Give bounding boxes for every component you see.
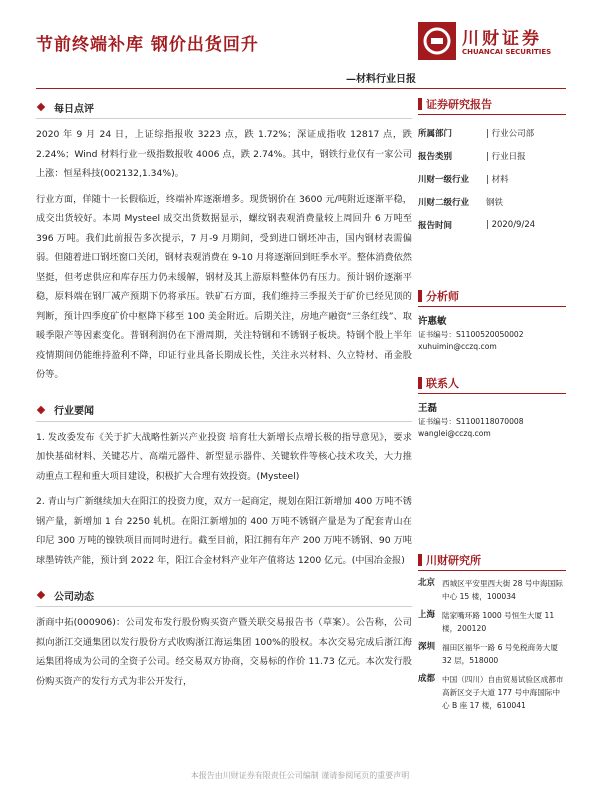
sidebar-heading-label: 川财研究所 (426, 554, 481, 567)
sidebar-heading-contact (418, 373, 566, 394)
logo-chinese-name: 川财证券 (462, 29, 542, 49)
sidebar (418, 94, 566, 718)
contact-email[interactable]: wanglei@cczq.com (418, 429, 491, 438)
office-address: 中国（四川）自由贸易试验区成都市高新区交子大道 177 号中海国际中心 B 座 17 楼，610041 (442, 675, 564, 710)
heading-bar-icon (418, 554, 422, 566)
main-column (36, 96, 412, 697)
info-key: 川财一级行业 (418, 174, 470, 185)
sidebar-heading-label: 分析师 (426, 290, 459, 303)
diamond-bullet-icon (37, 103, 45, 111)
daily-paragraph-1: 2020 年 9 月 24 日，上证综指报收 3223 点，跌 1.72%；深证成指收 12817 点，跌 2.24%；Wind 材料行业一级指数报收 4006 点，跌 2.74%。其中，钢铁行业仅有一家公司上涨：恒星科技(002132,1.34%)。 (36, 129, 412, 179)
info-key: 川财二级行业 (418, 197, 470, 208)
office-city: 北京 (418, 578, 436, 588)
diamond-bullet-icon (37, 591, 45, 599)
info-value: | 材料 (486, 174, 509, 185)
company-logo (418, 22, 568, 66)
office-entry (418, 609, 566, 635)
section-heading-label: 行业要闻 (54, 406, 94, 417)
info-row (418, 167, 566, 190)
contact-cert: 证书编号：S1100118070008 (418, 417, 524, 426)
daily-paragraph-2: 行业方面，佯随十一长假临近，终端补库逐渐增多。现货钢价在 3600 元/吨附近逐渐平稳，成交出货较好。本周 Mysteel 成交出货数据显示，螺纹钢表观消费量较上周回升 6 万吨至 396 万吨。我们此前报告多次提示，7 月-9 月期间，受到进口钢坯冲击，国内钢材表需偏弱。但随着进口钢坯窗口关闭，钢材表观消费在 9-10 月将逐渐回到旺季水平。整体消费依然坚挺，但考虑供应和库存压力仍未缓解，钢材及其上游原料整体仍有压力。预计钢价逐渐平稳，原料端在钢厂减产预期下仍将承压。铁矿石方面，我们维持三季报关于矿价已经见顶的判断，预计四季度矿价中枢降下移至 100 美金附近。后期关注，房地产融资“三条红线”、取暖季限产等因素变化。普钢利润仍在下滑周期，关注特钢和不锈钢子板块。特钢个股上半年疫情期间仍能维持盈利不降，印证行业具备长期成长性，关注永兴材料、久立特材、甬金股份等。 (36, 193, 412, 380)
section-heading-news (36, 399, 412, 421)
sidebar-heading-analyst (418, 286, 566, 307)
info-key: 所属部门 (418, 128, 453, 139)
section-heading-daily (36, 96, 412, 118)
office-address: 福田区福华一路 6 号免税商务大厦 32 层，518000 (442, 643, 558, 665)
sidebar-heading-label: 证券研究报告 (426, 98, 492, 111)
header-divider (36, 88, 566, 89)
footer-disclaimer: 本报告由川财证券有限责任公司编制 谨请参阅尾页的重要声明 (190, 771, 410, 780)
info-value: | 2020/9/24 (486, 219, 536, 230)
office-entry (418, 577, 566, 603)
heading-bar-icon (418, 98, 422, 110)
info-key: 报告时间 (418, 220, 453, 231)
news-paragraph-1: 1. 发改委发布《关于扩大战略性新兴产业投资 培育壮大新增长点增长极的指导意见》，要求加快基础材料、关键芯片、高端元器件、新型显示器件、关键软件等核心技术攻关，大力推动重点工程和重大项目建设，积极扩大合理有效投资。(Mysteel) (36, 431, 412, 482)
office-entry (418, 641, 566, 667)
sidebar-heading-offices (418, 550, 566, 571)
info-row (418, 144, 566, 167)
office-entry (418, 673, 566, 712)
info-row (418, 121, 566, 144)
analyst-cert: 证书编号：S1100520050002 (418, 330, 524, 339)
news-paragraph-2: 2. 青山与广新继续加大在阳江的投资力度，双方一起商定，规划在阳江新增加 400 万吨不锈钢产量，新增加 1 台 2250 轧机。在阳江新增加的 400 万吨不锈钢产量是为了配套青山在印尼 300 万吨的镍铁项目而同时进行。截至目前，阳江拥有年产 200 万吨不锈钢、90 万吨球墨铸铁产能，预计到 2022 年，阳江合金材料产业年产值将达 1200 亿元。(中国冶金报) (36, 496, 412, 566)
info-key: 报告类别 (418, 151, 453, 162)
heading-bar-icon (418, 290, 422, 302)
office-address: 陆家嘴环路 1000 号恒生大厦 11 楼，200120 (442, 611, 555, 633)
info-row (418, 190, 566, 213)
section-divider (36, 118, 412, 119)
info-value: | 行业日报 (486, 151, 526, 162)
analyst-email[interactable]: xuhuimin@cczq.com (418, 342, 497, 351)
section-heading-label: 公司动态 (54, 591, 94, 603)
report-subtitle: —材料行业日报 (346, 74, 416, 85)
diamond-bullet-icon (37, 405, 45, 413)
info-value: | 行业公司部 (486, 128, 535, 139)
section-divider (36, 421, 412, 422)
contact-name: 王磊 (418, 403, 438, 414)
company-paragraph-1: 浙商中拓(000906)：公司发布发行股份购买资产暨关联交易报告书（草案）。公告称，公司拟向浙江交通集团以发行股份方式收购浙江海运集团 100%的股权。本次交易完成后浙江海运集团将成为公司的全资子公司。经交易双方协商，交易标的作价 11.73 亿元。本次发行股份购买资产的发行方式为非公开发行， (36, 617, 412, 687)
office-city: 成都 (418, 674, 436, 684)
sidebar-heading-report (418, 94, 566, 115)
sidebar-heading-label: 联系人 (426, 377, 459, 390)
section-divider (36, 606, 412, 607)
logo-mark-icon (418, 22, 456, 60)
heading-bar-icon (418, 377, 422, 389)
info-value: 钢铁 (486, 197, 504, 208)
info-row (418, 213, 566, 236)
report-title: 节前终端补库 钢价出货回升 (36, 35, 259, 55)
logo-english-name: CHUANCAI SECURITIES (462, 48, 552, 56)
office-city: 深圳 (418, 642, 436, 652)
section-heading-company (36, 584, 412, 606)
office-city: 上海 (418, 610, 436, 620)
office-address: 西城区平安里西大街 28 号中海国际中心 15 楼，100034 (442, 579, 563, 601)
analyst-name: 许惠敏 (418, 316, 447, 327)
section-heading-label: 每日点评 (54, 103, 94, 115)
